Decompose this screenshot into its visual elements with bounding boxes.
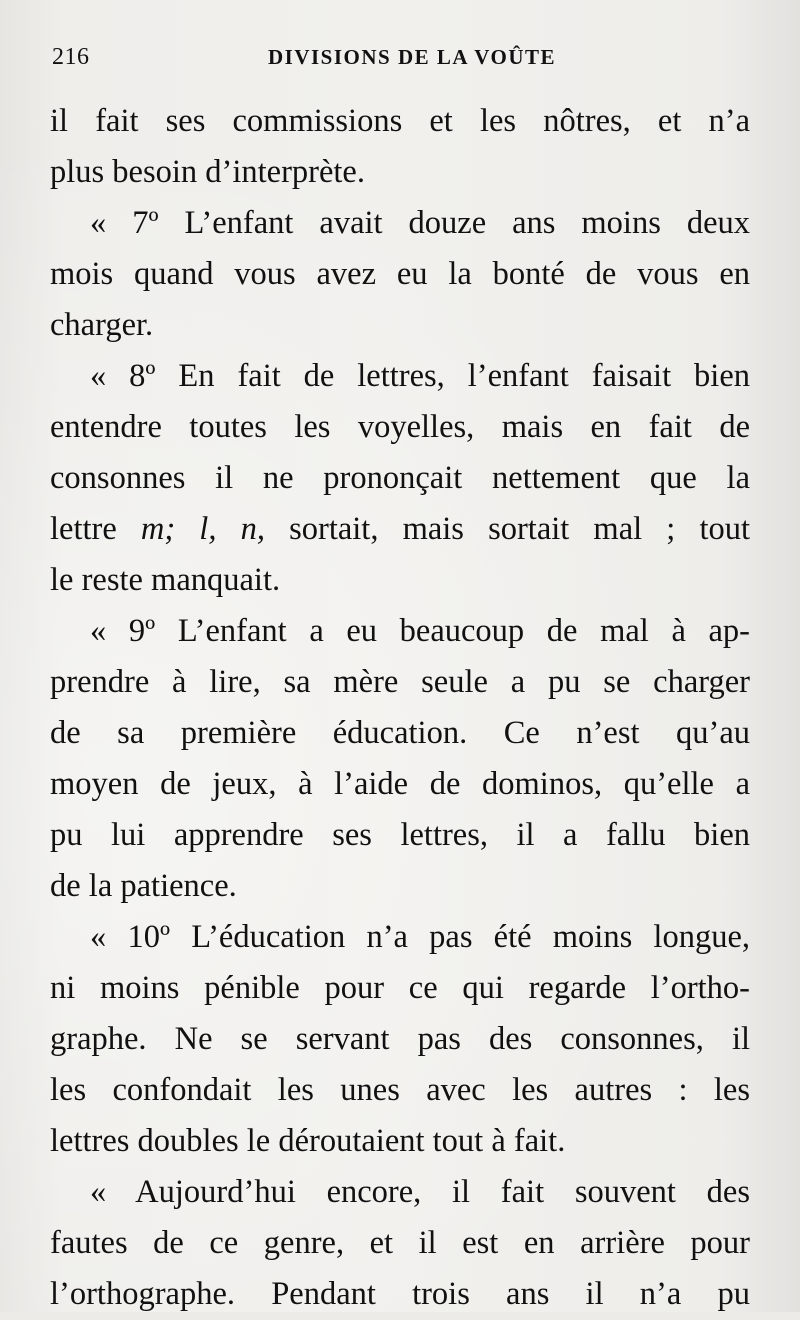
body-text <box>50 96 750 1320</box>
page-header <box>52 42 752 72</box>
text-line-mixed <box>50 504 750 555</box>
text-line: les confondait les unes avec les autres : les <box>50 1072 750 1108</box>
text-segment: sortait, mais sortait mal ; tout <box>289 511 750 547</box>
text-line: « 8º En fait de lettres, l’enfant faisait bien <box>90 358 750 394</box>
running-head: DIVISIONS DE LA VOÛTE <box>267 45 557 69</box>
text-line: fautes de ce genre, et il est en arrière pour <box>50 1225 750 1261</box>
text-line: de la patience. <box>50 868 237 904</box>
text-line: plus besoin d’interprète. <box>50 154 365 190</box>
italic-letters: m; l, n, <box>140 511 265 547</box>
text-line: de sa première éducation. Ce n’est qu’au <box>50 715 750 751</box>
text-line: mois quand vous avez eu la bonté de vous en <box>50 256 750 292</box>
text-line: ni moins pénible pour ce qui regarde l’ortho- <box>50 970 750 1006</box>
text-line: moyen de jeux, à l’aide de dominos, qu’elle a <box>50 766 750 802</box>
text-line: il fait ses commissions et les nôtres, et n’a <box>50 103 750 139</box>
text-line: « 9º L’enfant a eu beaucoup de mal à ap- <box>90 613 750 649</box>
text-line: consonnes il ne prononçait nettement que la <box>50 460 750 496</box>
text-line: « Aujourd’hui encore, il fait souvent des <box>90 1174 750 1210</box>
text-line: entendre toutes les voyelles, mais en fait de <box>50 409 750 445</box>
text-line: graphe. Ne se servant pas des consonnes, il <box>50 1021 750 1057</box>
text-line: « 7º L’enfant avait douze ans moins deux <box>90 205 750 241</box>
text-line: charger. <box>50 307 154 343</box>
text-line: pu lui apprendre ses lettres, il a fallu bien <box>50 817 750 853</box>
text-line: prendre à lire, sa mère seule a pu se charger <box>50 664 750 700</box>
text-line: lettres doubles le déroutaient tout à fait. <box>50 1123 566 1159</box>
text-line: l’orthographe. Pendant trois ans il n’a pu <box>50 1276 750 1312</box>
text-line: le reste manquait. <box>50 562 281 598</box>
text-line: « 10º L’éducation n’a pas été moins longue, <box>90 919 750 955</box>
page-number: 216 <box>52 44 90 70</box>
text-segment: lettre <box>50 511 117 547</box>
